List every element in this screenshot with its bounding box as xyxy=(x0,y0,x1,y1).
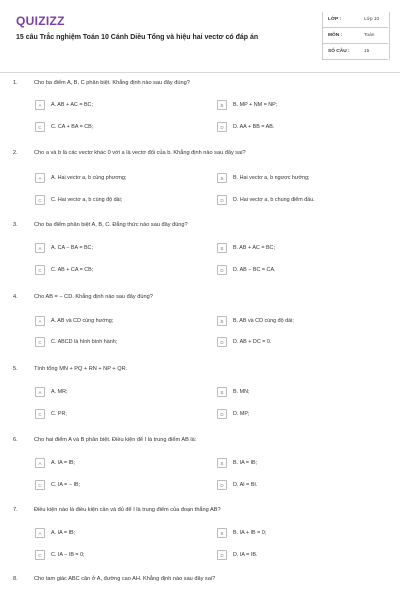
option-letter-box: D xyxy=(217,480,227,490)
option-letter-box: C xyxy=(35,195,45,205)
option-letter-box: D xyxy=(217,337,227,347)
question-number: 7. xyxy=(13,507,18,513)
option-text: B. MN; xyxy=(233,389,250,395)
question-text: Tính tổng MN + PQ + RN + NP + QR. xyxy=(34,366,128,372)
option-text: D. AB − BC = CA. xyxy=(233,267,276,273)
question-text: Cho ba điểm phân biệt A, B, C. Đẳng thức nào sau đây đúng? xyxy=(34,222,188,228)
option-letter-box: D xyxy=(217,195,227,205)
question-text: Cho a và b là các vectơ khác 0 với a là vectơ đối của b. Khẳng định nào sau đây sai? xyxy=(34,150,246,156)
option-text: A. CA − BA = BC; xyxy=(51,245,93,251)
question-number: 3. xyxy=(13,222,18,228)
option-text: B. MP + NM = NP; xyxy=(233,102,278,108)
option-text: C. IA = − IB; xyxy=(51,482,81,488)
header-divider xyxy=(0,72,400,73)
option-a[interactable] xyxy=(35,527,75,539)
option-a[interactable] xyxy=(35,172,126,184)
option-a[interactable] xyxy=(35,386,67,398)
question-text: Điều kiện nào là điều kiện cần và đủ để I là trung điểm của đoạn thẳng AB? xyxy=(34,507,221,513)
option-c[interactable] xyxy=(35,336,117,348)
option-letter-box: D xyxy=(217,122,227,132)
question-number: 5. xyxy=(13,366,18,372)
option-text: D. AI = BI. xyxy=(233,482,258,488)
option-text: C. PR; xyxy=(51,411,67,417)
option-text: C. IA − IB = 0; xyxy=(51,552,85,558)
option-c[interactable] xyxy=(35,549,85,561)
info-row-class xyxy=(322,12,388,28)
question-number: 6. xyxy=(13,437,18,443)
option-text: B. IA = IB; xyxy=(233,460,258,466)
option-text: B. IA + IB = 0; xyxy=(233,530,267,536)
question-text: Cho tam giác ABC cân ở A, đường cao AH. Khẳng định nào sau đây sai? xyxy=(34,576,216,582)
option-d[interactable] xyxy=(217,121,274,133)
option-c[interactable] xyxy=(35,194,122,206)
option-b[interactable] xyxy=(217,527,266,539)
option-d[interactable] xyxy=(217,336,271,348)
option-letter-box: A xyxy=(35,528,45,538)
option-text: B. AB và CD cùng độ dài; xyxy=(233,318,294,324)
option-b[interactable] xyxy=(217,242,275,254)
worksheet-title: 15 câu Trắc nghiệm Toán 10 Cánh Diều Tổng và hiệu hai vectơ có đáp án xyxy=(16,34,259,41)
option-c[interactable] xyxy=(35,121,93,133)
info-value: Lớp 10 xyxy=(364,17,380,22)
option-letter-box: C xyxy=(35,409,45,419)
option-letter-box: D xyxy=(217,550,227,560)
option-letter-box: D xyxy=(217,265,227,275)
option-d[interactable] xyxy=(217,479,257,491)
option-text: A. Hai vectơ a, b cùng phương; xyxy=(51,175,127,181)
info-value: Toán xyxy=(364,33,375,38)
info-label: MÔN : xyxy=(328,33,343,38)
option-text: D. AB + DC = 0. xyxy=(233,339,272,345)
info-row-count xyxy=(322,44,388,60)
option-d[interactable] xyxy=(217,264,276,276)
option-letter-box: A xyxy=(35,316,45,326)
option-c[interactable] xyxy=(35,479,80,491)
option-letter-box: B xyxy=(217,387,227,397)
question-number: 4. xyxy=(13,294,18,300)
info-value: 15 xyxy=(364,49,370,54)
info-row-subject xyxy=(322,28,388,44)
option-letter-box: A xyxy=(35,243,45,253)
option-text: A. AB + AC = BC; xyxy=(51,102,93,108)
option-letter-box: C xyxy=(35,550,45,560)
option-a[interactable] xyxy=(35,457,75,469)
option-d[interactable] xyxy=(217,194,315,206)
option-text: D. MP; xyxy=(233,411,250,417)
option-c[interactable] xyxy=(35,264,93,276)
option-b[interactable] xyxy=(217,315,294,327)
option-b[interactable] xyxy=(217,386,249,398)
option-letter-box: B xyxy=(217,173,227,183)
option-b[interactable] xyxy=(217,99,277,111)
option-letter-box: B xyxy=(217,100,227,110)
option-letter-box: C xyxy=(35,265,45,275)
option-letter-box: B xyxy=(217,316,227,326)
question-number: 2. xyxy=(13,150,18,156)
option-text: B. AB + AC = BC; xyxy=(233,245,275,251)
info-table xyxy=(322,12,388,60)
option-letter-box: C xyxy=(35,337,45,347)
option-a[interactable] xyxy=(35,315,113,327)
question-text: Cho ba điểm A, B, C phân biệt. Khẳng định nào sau đây đúng? xyxy=(34,80,190,86)
option-text: A. IA = IB; xyxy=(51,460,76,466)
question-text: Cho AB = − CD. Khẳng định nào sau đây đúng? xyxy=(34,294,153,300)
question-text: Cho hai điểm A và B phân biệt. Điều kiện để I là trung điểm AB là: xyxy=(34,437,197,443)
option-text: A. MR; xyxy=(51,389,68,395)
option-text: B. Hai vectơ a, b ngược hướng; xyxy=(233,175,310,181)
option-b[interactable] xyxy=(217,172,310,184)
info-label: LỚP : xyxy=(328,17,342,22)
option-a[interactable] xyxy=(35,99,93,111)
option-letter-box: C xyxy=(35,122,45,132)
option-letter-box: A xyxy=(35,100,45,110)
option-text: A. IA = IB; xyxy=(51,530,76,536)
option-letter-box: B xyxy=(217,458,227,468)
option-d[interactable] xyxy=(217,408,249,420)
option-letter-box: D xyxy=(217,409,227,419)
quizizz-logo: QUIZIZZ xyxy=(16,14,65,28)
option-letter-box: C xyxy=(35,480,45,490)
option-text: D. Hai vectơ a, b chung điểm đầu. xyxy=(233,197,315,203)
option-c[interactable] xyxy=(35,408,67,420)
option-text: C. AB + CA = CB; xyxy=(51,267,94,273)
option-text: D. IA = IB. xyxy=(233,552,258,558)
worksheet-header xyxy=(0,0,400,72)
question-number: 1. xyxy=(13,80,18,86)
option-text: C. ABCD là hình bình hành; xyxy=(51,339,118,345)
info-label: SỐ CÂU : xyxy=(328,49,350,54)
option-letter-box: B xyxy=(217,528,227,538)
question-number: 8. xyxy=(13,576,18,582)
option-b[interactable] xyxy=(217,457,257,469)
option-d[interactable] xyxy=(217,549,257,561)
option-a[interactable] xyxy=(35,242,93,254)
option-letter-box: A xyxy=(35,173,45,183)
option-text: D. AA + BB = AB. xyxy=(233,124,275,130)
option-text: C. CA + BA = CB; xyxy=(51,124,94,130)
option-letter-box: A xyxy=(35,387,45,397)
option-text: C. Hai vectơ a, b cùng độ dài; xyxy=(51,197,123,203)
option-text: A. AB và CD cùng hướng; xyxy=(51,318,114,324)
option-letter-box: B xyxy=(217,243,227,253)
option-letter-box: A xyxy=(35,458,45,468)
